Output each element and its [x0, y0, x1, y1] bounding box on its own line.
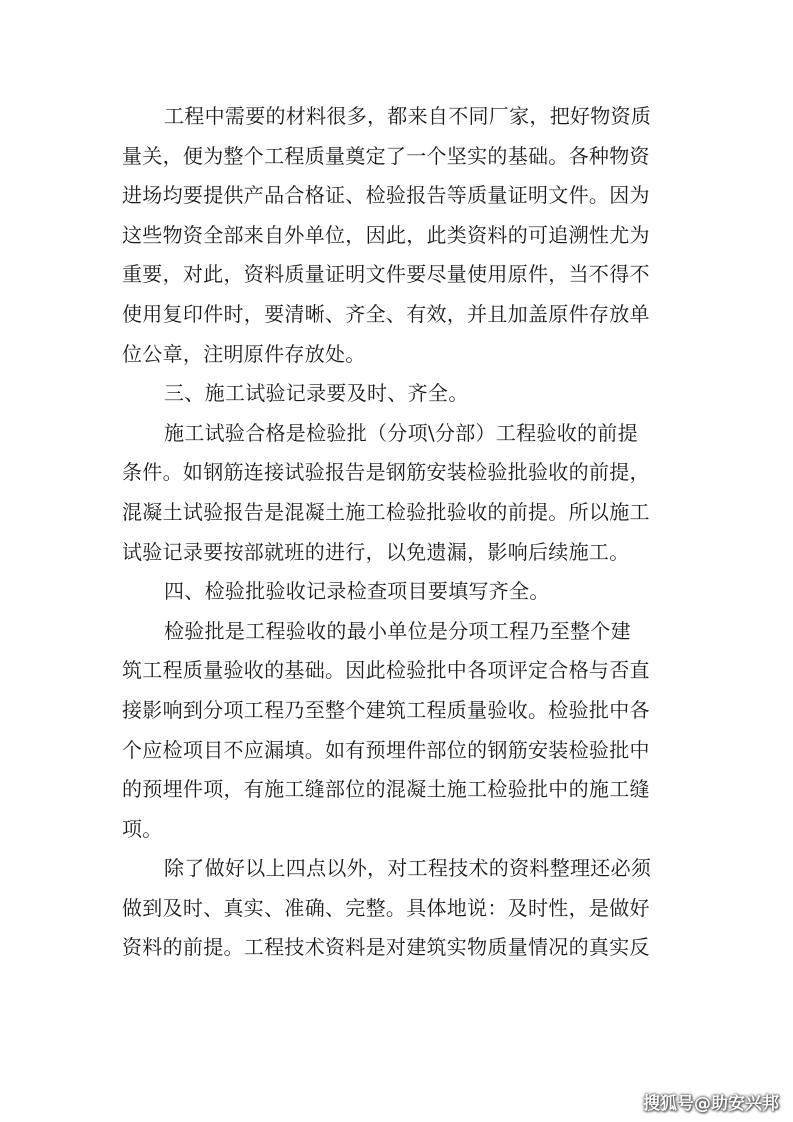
text-line: 三、施工试验记录要及时、齐全。	[164, 381, 469, 406]
text-line: 进场均要提供产品合格证、检验报告等质量证明文件。因为	[122, 183, 650, 208]
text-line: 重要，对此，资料质量证明文件要尽量使用原件，当不得不	[122, 262, 650, 287]
text-line: 施工试验合格是检验批（分项\分部）工程验收的前提	[164, 420, 638, 445]
document-body	[122, 97, 678, 968]
text-line: 的预埋件项，有施工缝部位的混凝土施工检验批中的施工缝	[122, 777, 650, 802]
text-line: 个应检项目不应漏填。如有预埋件部位的钢筋安装检验批中	[122, 737, 650, 762]
text-line: 四、检验批验收记录检查项目要填写齐全。	[164, 579, 550, 604]
text-line: 使用复印件时，要清晰、齐全、有效，并且加盖原件存放单	[122, 301, 650, 326]
text-line: 位公章，注明原件存放处。	[122, 341, 366, 366]
text-line: 条件。如钢筋连接试验报告是钢筋安装检验批验收的前提，	[122, 460, 650, 485]
text-line: 这些物资全部来自外单位，因此，此类资料的可追溯性尤为	[122, 222, 650, 247]
text-line: 接影响到分项工程乃至整个建筑工程质量验收。检验批中各	[122, 697, 650, 722]
text-line: 工程中需要的材料很多，都来自不同厂家，把好物资质	[164, 104, 652, 128]
text-line: 项。	[122, 816, 163, 841]
text-line: 试验记录要按部就班的进行，以免遗漏，影响后续施工。	[122, 539, 630, 564]
text-line: 资料的前提。工程技术资料是对建筑实物质量情况的真实反	[122, 935, 650, 960]
text-line: 混凝土试验报告是混凝土施工检验批验收的前提。所以施工	[122, 499, 650, 524]
text-line: 检验批是工程验收的最小单位是分项工程乃至整个建	[164, 618, 631, 643]
text-line: 筑工程质量验收的基础。因此检验批中各项评定合格与否直	[122, 658, 650, 683]
text-line: 量关，便为整个工程质量奠定了一个坚实的基础。各种物资	[122, 143, 650, 168]
text-line: 做到及时、真实、准确、完整。具体地说：及时性，是做好	[122, 895, 650, 920]
watermark: 搜狐号@助安兴邦	[643, 1094, 779, 1114]
text-line: 除了做好以上四点以外，对工程技术的资料整理还必须	[164, 856, 652, 881]
